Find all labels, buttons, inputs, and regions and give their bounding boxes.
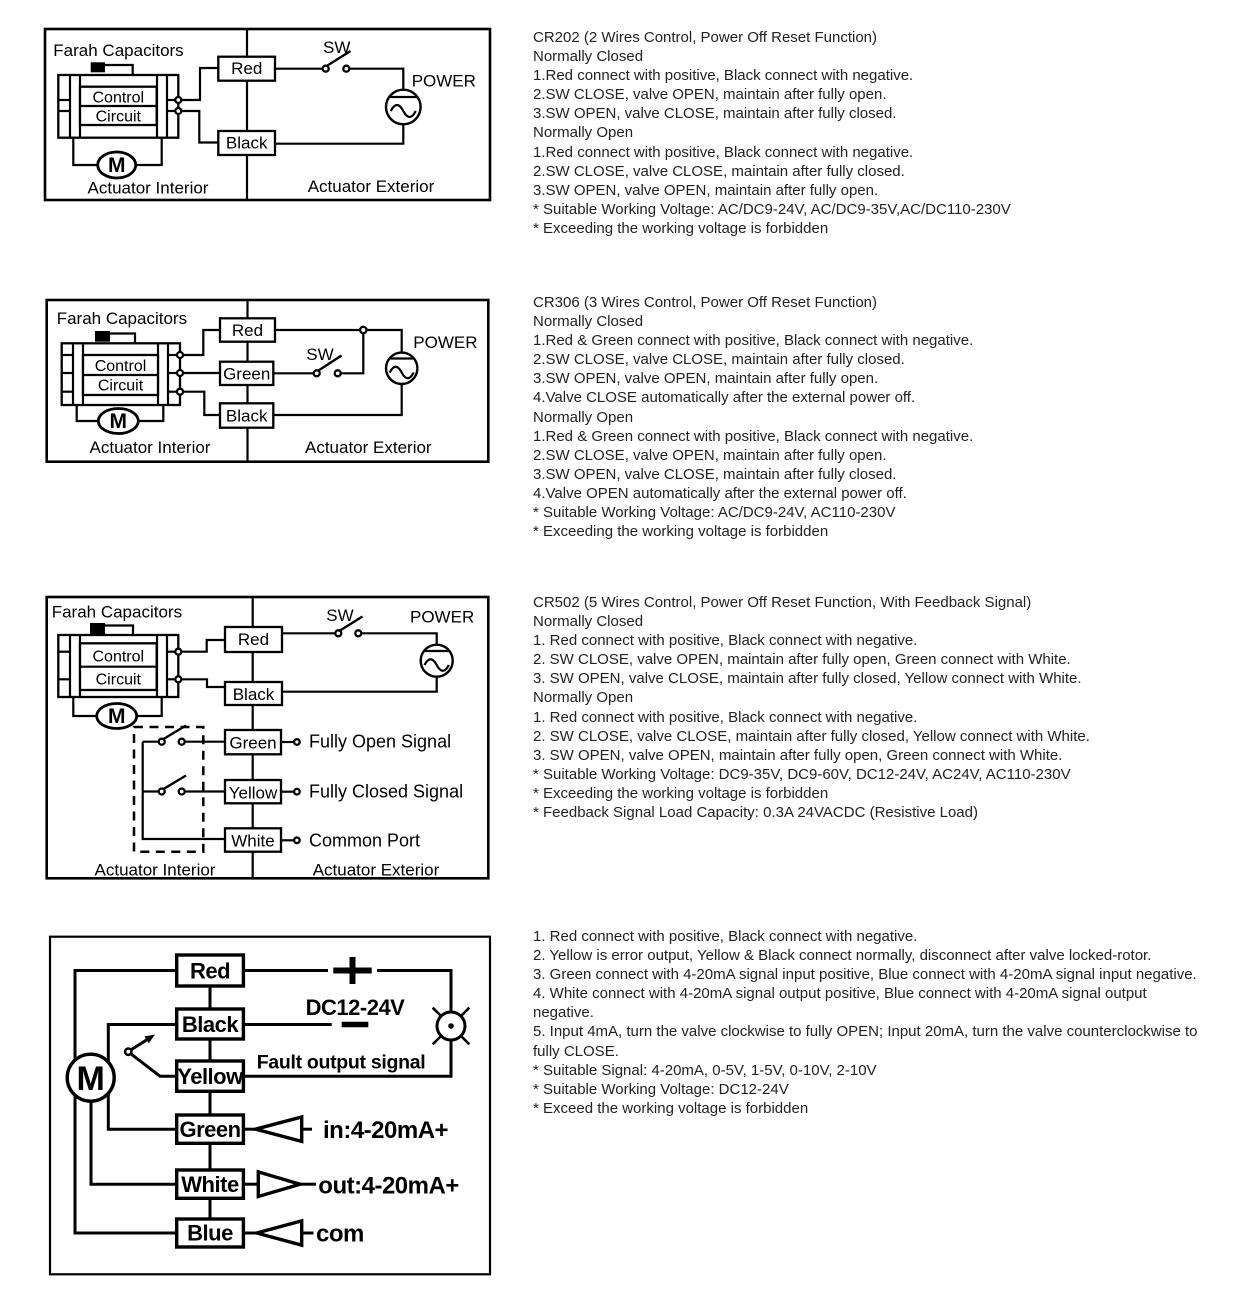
- green-wire-label: Green: [179, 1117, 241, 1142]
- text-line: CR502 (5 Wires Control, Power Off Reset Function, With Feedback Signal): [533, 594, 1032, 611]
- text-line: 2.SW CLOSE, valve OPEN, maintain after fully open.: [533, 446, 887, 464]
- black-wire-label: Black: [225, 406, 268, 426]
- text-line: Normally Closed: [533, 48, 644, 66]
- text-line: * Suitable Working Voltage: AC/DC9-24V, AC110-230V: [533, 504, 896, 522]
- red-wire-label: Red: [231, 321, 264, 340]
- farah-capacitors-label: Farah Capacitors: [51, 602, 183, 622]
- text-line: 3.SW OPEN, valve CLOSE, maintain after fully closed.: [533, 105, 897, 123]
- text-line: 2. Yellow is error output, Yellow & Black connect normally, disconnect after valve locked-rotor.: [533, 947, 1152, 965]
- text-line: * Exceed the working voltage is forbidden: [533, 1099, 809, 1117]
- wire-power-to-black: [282, 677, 437, 692]
- cr306-instructions: [533, 293, 973, 541]
- text-line: Normally Open: [533, 408, 634, 426]
- text-line: 3. SW OPEN, valve OPEN, maintain after fully open, Green connect with White.: [533, 746, 1063, 764]
- actuator-interior-label: Actuator Interior: [87, 178, 209, 198]
- text-line: 3.SW OPEN, valve CLOSE, maintain after fully closed.: [533, 465, 897, 483]
- text-line: 2.SW CLOSE, valve CLOSE, maintain after fully closed.: [533, 162, 905, 180]
- diagram-4-20ma: [40, 925, 500, 1285]
- text-line: 1.Red & Green connect with positive, Black connect with negative.: [533, 332, 974, 350]
- actuator-body-icon: [62, 331, 183, 405]
- diagram-cr202: [40, 25, 500, 210]
- control-label: Control: [92, 648, 145, 666]
- cr202-instructions: [533, 28, 1011, 238]
- circuit-label: Circuit: [95, 108, 141, 126]
- black-wire-label: Black: [181, 1012, 239, 1037]
- terminal-dot: [177, 370, 183, 376]
- white-wire-label: White: [181, 1172, 239, 1197]
- terminal-dot: [175, 649, 181, 655]
- proportional-instructions: [533, 927, 1197, 1118]
- wire-black-internal: [183, 392, 220, 415]
- motor-label: M: [107, 705, 126, 728]
- wire-black-internal: [181, 111, 218, 143]
- wire-switch-to-junction: [341, 333, 363, 373]
- motor-icon: [67, 1054, 114, 1101]
- sw-label: SW: [323, 38, 351, 57]
- text-line: 3. Green connect with 4-20mA signal input positive, Blue connect with 4-20mA signal input negative.: [533, 966, 1197, 984]
- farah-capacitors-label: Farah Capacitors: [53, 41, 184, 60]
- switch-icon: [159, 726, 186, 745]
- fault-switch-icon: [125, 1035, 177, 1077]
- in-signal-label: in:4-20mA+: [323, 1117, 449, 1144]
- text-line: CR306 (3 Wires Control, Power Off Reset Function): [533, 294, 878, 311]
- cr502-instructions: [533, 593, 1090, 822]
- text-line: 2. SW CLOSE, valve OPEN, maintain after fully open, Green connect with White.: [533, 651, 1071, 669]
- diagram-border: [50, 937, 490, 1275]
- text-line: 1.Red connect with positive, Black connect with negative.: [533, 143, 914, 161]
- switch-icon: [159, 776, 186, 795]
- capacitor-icon: [91, 62, 105, 72]
- text-line: * Suitable Working Voltage: DC12-24V: [533, 1080, 789, 1098]
- text-line: 5. Input 4mA, turn the valve clockwise to fully OPEN; Input 20mA, turn the valve counterclockwise to: [533, 1023, 1198, 1041]
- plus-symbol: [333, 957, 371, 984]
- motor-icon: [73, 697, 161, 729]
- power-label: POWER: [411, 71, 476, 91]
- text-line: Normally Open: [533, 689, 634, 707]
- junction-dot: [360, 327, 366, 333]
- yellow-wire-label: Yellow: [228, 783, 278, 803]
- green-wire-label: Green: [229, 733, 277, 753]
- text-line: CR202 (2 Wires Control, Power Off Reset Function): [533, 29, 878, 46]
- feedback-switch-block: [134, 726, 225, 852]
- wire-red-internal: [183, 330, 220, 355]
- out-signal-label: out:4-20mA+: [318, 1172, 459, 1200]
- red-wire-label: Red: [237, 630, 270, 649]
- red-wire-label: Red: [189, 958, 231, 984]
- text-line: 1.Red connect with positive, Black connect with negative.: [533, 67, 914, 85]
- white-wire-label: White: [231, 831, 275, 851]
- actuator-interior-label: Actuator Interior: [94, 860, 216, 880]
- text-line: 1.Red & Green connect with positive, Black connect with negative.: [533, 427, 974, 445]
- arrow-in-icon: [256, 1117, 302, 1141]
- text-line: 3. SW OPEN, valve CLOSE, maintain after fully closed, Yellow connect with White.: [533, 670, 1082, 688]
- yellow-wire-label: Yellow: [177, 1064, 243, 1089]
- text-line: 4. White connect with 4-20mA signal output positive, Blue connect with 4-20mA signal output: [533, 985, 1147, 1003]
- text-line: Normally Closed: [533, 313, 644, 331]
- wire-red-internal: [181, 640, 225, 652]
- text-line: 1. Red connect with positive, Black connect with negative.: [533, 708, 918, 726]
- wire-red-internal: [181, 68, 218, 100]
- control-label: Control: [92, 89, 145, 107]
- farah-capacitors-label: Farah Capacitors: [56, 309, 188, 328]
- wire-switch-to-power: [349, 69, 403, 90]
- text-line: negative.: [533, 1004, 594, 1022]
- text-line: 2.SW CLOSE, valve OPEN, maintain after fully open.: [533, 86, 887, 104]
- motor-icon: [73, 138, 161, 178]
- text-line: fully CLOSE.: [533, 1042, 619, 1060]
- capacitor-icon: [90, 623, 105, 634]
- terminal-dot: [177, 352, 183, 358]
- text-line: 2.SW CLOSE, valve CLOSE, maintain after fully closed.: [533, 351, 905, 369]
- actuator-body-icon: [58, 623, 181, 697]
- terminal-dot: [175, 97, 181, 103]
- actuator-exterior-label: Actuator Exterior: [304, 438, 432, 457]
- wire-power-to-black: [273, 384, 401, 415]
- text-line: 4.Valve CLOSE automatically after the external power off.: [533, 389, 916, 407]
- sw-label: SW: [306, 345, 334, 364]
- wire-black-internal: [181, 679, 225, 687]
- com-label: com: [316, 1220, 364, 1248]
- text-line: 1. Red connect with positive, Black connect with negative.: [533, 632, 918, 650]
- black-wire-label: Black: [225, 133, 268, 153]
- text-line: 3.SW OPEN, valve OPEN, maintain after fully open.: [533, 181, 879, 199]
- blue-wire-label: Blue: [187, 1220, 233, 1246]
- text-line: * Suitable Working Voltage: AC/DC9-24V, AC/DC9-35V,AC/DC110-230V: [533, 200, 1011, 218]
- terminal-dot: [175, 676, 181, 682]
- text-line: 1. Red connect with positive, Black connect with negative.: [533, 928, 918, 945]
- actuator-exterior-label: Actuator Exterior: [307, 177, 435, 196]
- text-line: * Feedback Signal Load Capacity: 0.3A 24VACDC (Resistive Load): [533, 804, 978, 822]
- motor-label: M: [76, 1060, 105, 1098]
- switch-icon: [323, 38, 351, 72]
- fully-open-signal-label: Fully Open Signal: [309, 731, 452, 752]
- fault-output-label: Fault output signal: [256, 1051, 426, 1074]
- green-wire-label: Green: [223, 364, 271, 384]
- arrow-com-icon: [257, 1221, 302, 1245]
- wire-junction-to-power: [367, 330, 402, 353]
- motor-icon: [77, 405, 164, 434]
- power-source-icon: [421, 645, 453, 677]
- text-line: Normally Open: [533, 124, 634, 142]
- sw-label: SW: [326, 606, 354, 625]
- text-line: 3.SW OPEN, valve OPEN, maintain after fully open.: [533, 370, 879, 388]
- power-source-icon: [386, 353, 417, 384]
- supply-voltage-label: DC12-24V: [305, 995, 405, 1020]
- capacitor-icon: [95, 331, 110, 342]
- actuator-interior-label: Actuator Interior: [89, 438, 211, 457]
- text-line: * Suitable Working Voltage: DC9-35V, DC9-60V, DC12-24V, AC24V, AC110-230V: [533, 765, 1071, 783]
- text-line: * Exceeding the working voltage is forbidden: [533, 523, 829, 541]
- dashed-enclosure: [134, 727, 203, 852]
- terminal-dot: [175, 108, 181, 114]
- text-line: 4.Valve OPEN automatically after the external power off.: [533, 484, 907, 502]
- red-wire-label: Red: [231, 59, 263, 78]
- switch-icon: [306, 345, 341, 376]
- text-line: 2. SW CLOSE, valve CLOSE, maintain after fully closed, Yellow connect with White.: [533, 727, 1090, 745]
- circuit-label: Circuit: [95, 671, 141, 689]
- fault-lamp-icon: [433, 1008, 470, 1045]
- diagram-cr502: [40, 590, 500, 890]
- actuator-exterior-label: Actuator Exterior: [312, 860, 440, 880]
- power-label: POWER: [413, 333, 478, 352]
- terminal-dot: [294, 789, 300, 795]
- wire-switch-to-power: [362, 633, 437, 645]
- motor-label: M: [109, 410, 128, 433]
- terminal-dot: [294, 739, 300, 745]
- common-port-label: Common Port: [309, 830, 421, 851]
- black-wire-label: Black: [232, 685, 275, 704]
- control-label: Control: [94, 358, 147, 375]
- text-line: * Exceeding the working voltage is forbidden: [533, 784, 829, 802]
- arrow-out-icon: [258, 1172, 300, 1197]
- switch-icon: [326, 606, 362, 636]
- fully-closed-signal-label: Fully Closed Signal: [309, 781, 464, 802]
- motor-label: M: [107, 154, 126, 177]
- circuit-label: Circuit: [97, 377, 144, 395]
- wire-white-motor: [91, 1101, 177, 1184]
- actuator-body-icon: [58, 62, 181, 137]
- text-line: Normally Closed: [533, 613, 644, 631]
- terminal-dot: [177, 389, 183, 395]
- power-source-icon: [386, 90, 421, 125]
- text-line: * Suitable Signal: 4-20mA, 0-5V, 1-5V, 0-10V, 2-10V: [533, 1061, 877, 1079]
- text-line: * Exceeding the working voltage is forbidden: [533, 219, 829, 237]
- wire-power-to-black: [275, 125, 403, 144]
- diagram-cr306: [40, 295, 500, 470]
- power-label: POWER: [410, 607, 475, 627]
- terminal-dot: [294, 838, 300, 844]
